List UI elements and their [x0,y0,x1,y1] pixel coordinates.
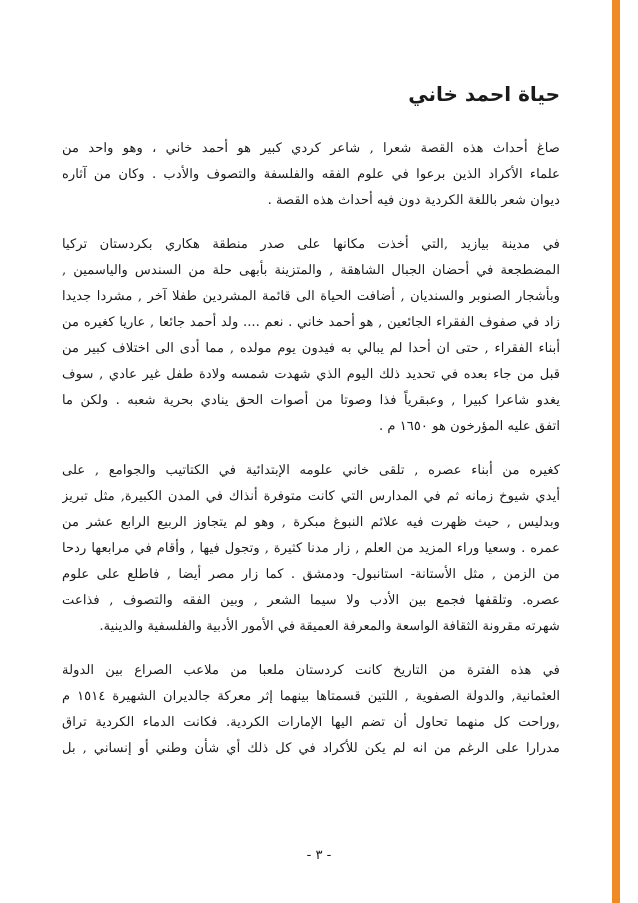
text-line: علماء الأكراد الذين برعوا في علوم الفقه والفلسفة والتصوف والأدب . وكان من آثاره [62,167,560,182]
text-line: عصره. وتلقفها فجمع بين الأدب ولا سيما الشعر , وبين الفقه والتصوف , فذاعت [62,593,560,608]
text-line: كغيره من أبناء عصره , تلقى خاني علومه الإبتدائية في الكتاتيب والجوامع , على [62,463,560,478]
text-line: قبل من جاء بعده في تحديد ذلك اليوم الذي شهدت شمسه ولادة طفل غير عادي , سوف [62,367,560,382]
text-line: العثمانية, والدولة الصفوية , اللتين قسمتاها بينهما إثر معركة جالديران الشهيرة ١٥١٤ م [62,689,560,704]
text-line: في مدينة بيازيد ,التي أخذت مكانها على صدر منطقة هكاري بكردستان تركيا [62,237,560,252]
text-line: صاغ أحداث هذه القصة شعرا , شاعر كردي كبير هو أحمد خاني ، وهو واحد من [62,141,560,156]
page-number: - ٣ - [306,848,332,863]
text-line: زاد في صفوف الفقراء الجائعين , هو أحمد خاني . نعم .... ولد أحمد جائعا , عاريا كغيره من [62,315,560,330]
paragraph-4 [62,658,560,762]
text-line: أبناء الفقراء , حتى ان أحدا لم يبالي به فيدون يوم مولده , مما أدى الى اختلاف كبير من [62,341,560,356]
orange-accent-bar [612,0,620,903]
page-content [62,70,560,780]
text-line: من الزمن , مثل الأستانة- استانبول- ودمشق . كما زار مصر أيضا , فاطلع على علوم [62,567,560,582]
text-line: المضطجعة في أحضان الجبال الشاهقة , والمتزينة بأبهى حلة من السندس والياسمين , [62,263,560,278]
text-line: أيدي شيوخ زمانه ثم في المدارس التي كانت متوفرة أنذاك في المدن الكبيرة, مثل تبريز [62,489,560,504]
paragraph-1 [62,136,560,214]
paragraph-2 [62,232,560,440]
text-line: يغدو شاعرا كبيرا , وعبقرياً فذا وصوتا من أصوات الحق ينادي بحرية شعبه . ولكن ما [62,393,560,408]
text-line: اتفق عليه المؤرخون هو ١٦٥٠ م . [378,419,560,434]
text-line: ,وراحت كل منهما تحاول أن تضم اليها الإمارات الكردية. فكانت الدماء الكردية تراق [62,715,560,730]
text-line: وبأشجار الصنوبر والسنديان , أضافت الحياة الى قائمة المشردين طفلا آخر , مشردا جديدا [62,289,560,304]
page-title: حياة احمد خاني [408,82,560,106]
text-line: ديوان شعر باللغة الكردية دون فيه أحداث هذه القصة . [267,193,560,208]
paragraph-3 [62,458,560,640]
text-line: وبدليس , حيث ظهرت فيه علائم النبوغ مبكرة , وهو لم يتجاوز الربيع الرابع عشر من [62,515,560,530]
text-line: عمره . وسعيا وراء المزيد من العلم , زار مدنا كثيرة , وتجول فيها , وأقام في مرابعها ردحا [62,541,560,556]
text-line: في هذه الفترة من التاريخ كانت كردستان ملعبا من ملاعب الصراع بين الدولة [62,663,560,678]
text-line: شهرته مقرونة الثقافة الواسعة والمعرفة العميقة في الأمور الأدبية والفلسفية والدينية. [99,619,560,634]
text-line: مدرارا على الرغم من انه لم يكن للأكراد في كل ذلك أي شأن وطني أو إنساني , بل [62,741,560,756]
